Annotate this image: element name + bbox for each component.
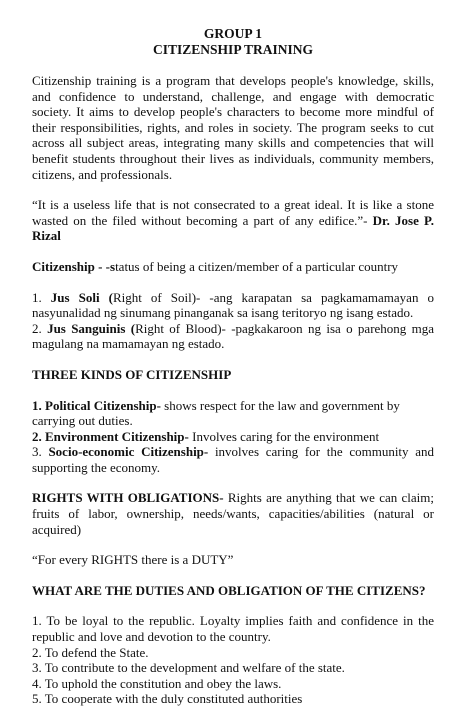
kind-text: shows respect for the law and government by carrying out duties. [32, 397, 400, 429]
jus-soli-text: Right of Soil)- -ang karapatan sa pagkamamamayan o nasyunalidad ng sinumang pinanganak sa isang teritoryo ng isang estado. [32, 289, 434, 321]
duty-item: 4. To uphold the constitution and obey the laws. [32, 675, 282, 691]
jus-sanguinis-term: Jus Sanguinis ( [47, 320, 136, 336]
duties-heading: WHAT ARE THE DUTIES AND OBLIGATION OF THE CITIZENS? [32, 582, 426, 598]
kind-number: 3. [32, 444, 49, 460]
group-title: GROUP 1 [203, 26, 263, 41]
duty-item: 5. To cooperate with the duly constituted authorities [32, 691, 303, 707]
quote-text: “It is a useless life that is not consecrated to a great ideal. It is like a stone wasted on the filed without becoming a part of any edifice.”- [32, 197, 434, 228]
kind-item [32, 444, 434, 475]
rights-paragraph [32, 490, 434, 537]
kind-item [32, 398, 434, 429]
citizenship-definition [32, 259, 434, 275]
kind-number: 2. [32, 428, 45, 444]
item-number: 1. [32, 289, 51, 305]
kind-term: Socio-economic Citizenship- [48, 444, 209, 460]
jus-sanguinis-item [32, 321, 434, 352]
rights-term: RIGHTS WITH OBLIGATIONS- [32, 490, 224, 506]
kind-term: Political Citizenship- [45, 397, 161, 413]
intro-paragraph: Citizenship training is a program that develops people's knowledge, skills, and confidence to understand, challenge, and engage with democratic society. It aims to develop people's characters to become more mindful of their responsibilities, rights, and roles in society. The program seeks to cut across all subject areas, integrating many skills and competencies that will benefit students throughout their lives as individuals, community members, citizens, and professionals. [32, 73, 434, 182]
rights-quote: “For every RIGHTS there is a DUTY” [32, 552, 234, 568]
definition-term: Citizenship - -s [32, 258, 116, 274]
duty-item: 2. To defend the State. [32, 644, 149, 660]
rizal-quote [32, 197, 434, 244]
document-header [32, 26, 434, 58]
jus-sanguinis-text: Right of Blood)- -pagkakaroon ng isa o parehong mga magulang na mamamayan ng estado. [32, 320, 435, 352]
document-title: CITIZENSHIP TRAINING [153, 42, 313, 57]
item-number: 2. [32, 320, 48, 336]
kind-item [32, 429, 434, 445]
jus-soli-item [32, 290, 434, 321]
kind-number: 1. [32, 397, 45, 413]
duty-item: 3. To contribute to the development and welfare of the state. [32, 660, 345, 676]
kind-text: Involves caring for the environment [188, 428, 380, 444]
rights-text: Rights are anything that we can claim; fruits of labor, ownership, needs/wants, capacities/abilities (natural or acquired) [32, 490, 435, 537]
jus-soli-term: Jus Soli ( [50, 289, 113, 305]
duty-item: 1. To be loyal to the republic. Loyalty implies faith and confidence in the republic and love and devotion to the country. [32, 613, 434, 645]
definition-text: tatus of being a citizen/member of a particular country [115, 258, 399, 274]
kind-text: involves caring for the community and supporting the economy. [32, 444, 435, 475]
kinds-heading: THREE KINDS OF CITIZENSHIP [32, 366, 232, 382]
kind-term: Environment Citizenship- [45, 428, 189, 444]
quote-author: Dr. Jose P. Rizal [32, 212, 434, 244]
